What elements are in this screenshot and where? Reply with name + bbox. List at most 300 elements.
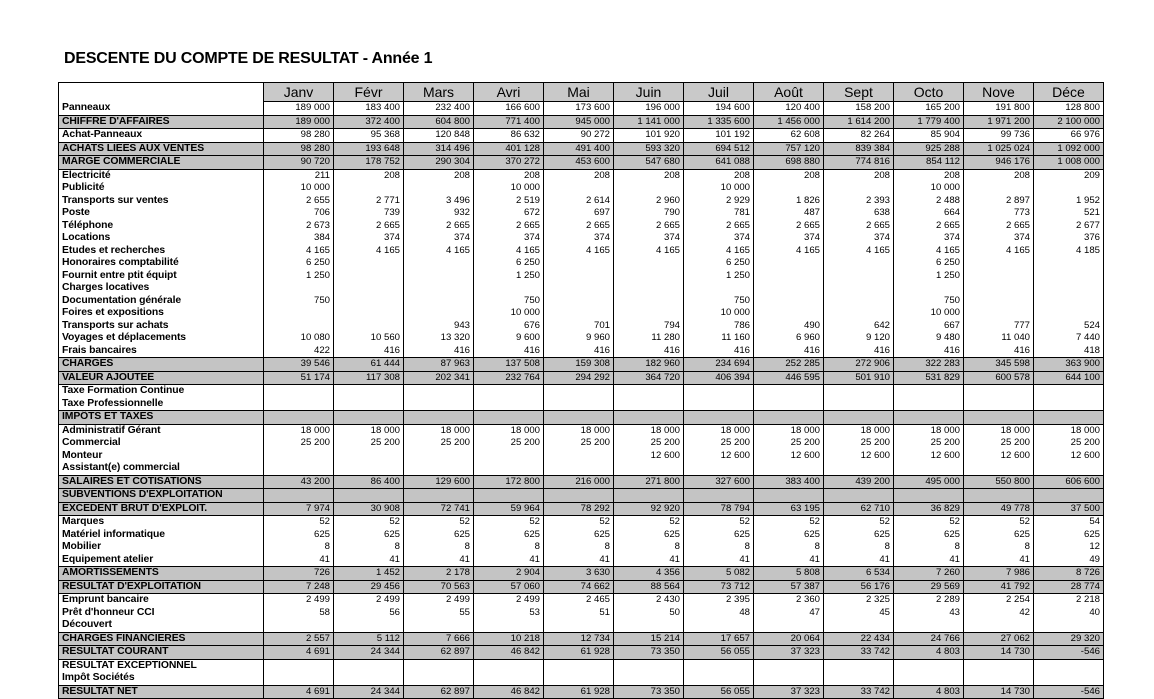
value-cell: 25 200 (404, 437, 474, 450)
value-cell: 10 000 (684, 182, 754, 195)
value-cell: 37 500 (1034, 502, 1104, 516)
value-cell: 487 (754, 207, 824, 220)
value-cell: 166 600 (474, 102, 544, 116)
table-row (59, 437, 1104, 450)
value-cell (824, 462, 894, 475)
value-cell: 773 (964, 207, 1034, 220)
value-cell (964, 489, 1034, 503)
value-cell (334, 270, 404, 283)
row-label: Documentation générale (59, 295, 264, 308)
value-cell: 12 (1034, 541, 1104, 554)
value-cell (894, 385, 964, 398)
value-cell: 1 250 (894, 270, 964, 283)
value-cell: 383 400 (754, 475, 824, 489)
value-cell: 58 (264, 607, 334, 620)
total-row (59, 371, 1104, 385)
value-cell: 62 608 (754, 129, 824, 143)
value-cell (684, 411, 754, 425)
value-cell (964, 295, 1034, 308)
value-cell: 208 (824, 169, 894, 182)
value-cell: 178 752 (334, 156, 404, 170)
value-cell: 416 (964, 345, 1034, 358)
value-cell (334, 619, 404, 632)
value-cell (1034, 398, 1104, 411)
value-cell: 2 499 (404, 594, 474, 607)
value-cell (754, 257, 824, 270)
value-cell (894, 489, 964, 503)
row-label: Commercial (59, 437, 264, 450)
value-cell (614, 270, 684, 283)
value-cell: 30 908 (334, 502, 404, 516)
value-cell: 29 569 (894, 580, 964, 594)
value-cell (1034, 307, 1104, 320)
value-cell: 29 456 (334, 580, 404, 594)
row-label: Assistant(e) commercial (59, 462, 264, 475)
row-label: Transports sur ventes (59, 195, 264, 208)
value-cell (614, 257, 684, 270)
value-cell (404, 307, 474, 320)
value-cell: 4 185 (1034, 245, 1104, 258)
value-cell: 625 (824, 529, 894, 542)
value-cell (404, 462, 474, 475)
value-cell: 750 (894, 295, 964, 308)
table-row (59, 270, 1104, 283)
value-cell (474, 282, 544, 295)
value-cell: 932 (404, 207, 474, 220)
value-cell: 17 657 (684, 632, 754, 646)
value-cell (894, 462, 964, 475)
value-cell: 5 082 (684, 567, 754, 581)
value-cell: 12 600 (1034, 450, 1104, 463)
row-label: Equipement atelier (59, 554, 264, 567)
table-row (59, 129, 1104, 143)
value-cell: 6 250 (474, 257, 544, 270)
value-cell: 416 (404, 345, 474, 358)
value-cell: 20 064 (754, 632, 824, 646)
value-cell: 208 (474, 169, 544, 182)
value-cell (474, 489, 544, 503)
value-cell (614, 398, 684, 411)
value-cell (614, 462, 684, 475)
value-cell: 159 308 (544, 358, 614, 372)
value-cell: 52 (544, 516, 614, 529)
value-cell: 625 (964, 529, 1034, 542)
table-row (59, 169, 1104, 182)
value-cell (614, 411, 684, 425)
income-statement-table (58, 82, 1104, 699)
value-cell: 52 (614, 516, 684, 529)
value-cell: 676 (474, 320, 544, 333)
table-row (59, 516, 1104, 529)
value-cell (754, 398, 824, 411)
value-cell: 41 (264, 554, 334, 567)
value-cell (544, 659, 614, 672)
value-cell: 72 741 (404, 502, 474, 516)
value-cell: 490 (754, 320, 824, 333)
value-cell (684, 462, 754, 475)
value-cell (894, 398, 964, 411)
value-cell: 74 662 (544, 580, 614, 594)
table-row (59, 182, 1104, 195)
value-cell: 625 (264, 529, 334, 542)
row-label: Achat-Panneaux (59, 129, 264, 143)
value-cell: 501 910 (824, 371, 894, 385)
value-cell: 547 680 (614, 156, 684, 170)
value-cell: 10 000 (264, 182, 334, 195)
value-cell (614, 282, 684, 295)
value-cell: 453 600 (544, 156, 614, 170)
table-row (59, 672, 1104, 685)
value-cell (404, 282, 474, 295)
month-header: Mai (544, 83, 614, 102)
value-cell: 2 665 (684, 220, 754, 233)
total-row (59, 489, 1104, 503)
value-cell: 401 128 (474, 142, 544, 156)
value-cell: 854 112 (894, 156, 964, 170)
value-cell (754, 295, 824, 308)
month-header: Mars (404, 83, 474, 102)
row-label: Publicité (59, 182, 264, 195)
value-cell: 189 000 (264, 102, 334, 116)
value-cell: 642 (824, 320, 894, 333)
value-cell (824, 282, 894, 295)
value-cell: 1 250 (684, 270, 754, 283)
value-cell: 345 598 (964, 358, 1034, 372)
value-cell (474, 385, 544, 398)
value-cell: 8 (894, 541, 964, 554)
value-cell: 12 600 (964, 450, 1034, 463)
value-cell: 2 395 (684, 594, 754, 607)
month-header: Juil (684, 83, 754, 102)
value-cell (964, 307, 1034, 320)
value-cell: 9 600 (474, 332, 544, 345)
value-cell (544, 411, 614, 425)
value-cell: 10 000 (474, 307, 544, 320)
value-cell: 86 400 (334, 475, 404, 489)
value-cell: 56 176 (824, 580, 894, 594)
value-cell: 73 350 (614, 646, 684, 660)
value-cell: 29 320 (1034, 632, 1104, 646)
value-cell (264, 489, 334, 503)
value-cell (544, 672, 614, 685)
table-row (59, 232, 1104, 245)
value-cell: 18 000 (264, 424, 334, 437)
value-cell: 327 600 (684, 475, 754, 489)
value-cell (1034, 257, 1104, 270)
value-cell: 2 289 (894, 594, 964, 607)
value-cell: 52 (404, 516, 474, 529)
value-cell: 2 655 (264, 195, 334, 208)
month-header: Sept (824, 83, 894, 102)
value-cell: 208 (684, 169, 754, 182)
value-cell: 290 304 (404, 156, 474, 170)
value-cell (544, 270, 614, 283)
value-cell (754, 489, 824, 503)
value-cell: 25 200 (264, 437, 334, 450)
value-cell: 129 600 (404, 475, 474, 489)
value-cell: 2 218 (1034, 594, 1104, 607)
value-cell: 271 800 (614, 475, 684, 489)
value-cell: 777 (964, 320, 1034, 333)
total-row (59, 646, 1104, 660)
total-row (59, 358, 1104, 372)
value-cell: 41 (684, 554, 754, 567)
month-header: Juin (614, 83, 684, 102)
value-cell: 2 360 (754, 594, 824, 607)
value-cell: 4 165 (684, 245, 754, 258)
value-cell: 416 (824, 345, 894, 358)
value-cell: 757 120 (754, 142, 824, 156)
value-cell: 2 665 (894, 220, 964, 233)
value-cell (964, 411, 1034, 425)
value-cell: 641 088 (684, 156, 754, 170)
value-cell (264, 672, 334, 685)
month-header: Août (754, 83, 824, 102)
value-cell (544, 462, 614, 475)
value-cell: 52 (754, 516, 824, 529)
value-cell: 202 341 (404, 371, 474, 385)
value-cell: 12 600 (824, 450, 894, 463)
value-cell (334, 257, 404, 270)
value-cell (544, 282, 614, 295)
value-cell (404, 270, 474, 283)
value-cell: 82 264 (824, 129, 894, 143)
value-cell: 95 368 (334, 129, 404, 143)
value-cell (264, 450, 334, 463)
value-cell: 2 904 (474, 567, 544, 581)
value-cell: 18 000 (334, 424, 404, 437)
value-cell: 25 200 (894, 437, 964, 450)
value-cell (404, 489, 474, 503)
value-cell (824, 295, 894, 308)
value-cell: 27 062 (964, 632, 1034, 646)
table-row (59, 594, 1104, 607)
row-label: Frais bancaires (59, 345, 264, 358)
value-cell: 946 176 (964, 156, 1034, 170)
value-cell: 750 (474, 295, 544, 308)
value-cell: 92 920 (614, 502, 684, 516)
month-header: Nove (964, 83, 1034, 102)
value-cell: 2 100 000 (1034, 115, 1104, 129)
value-cell (474, 462, 544, 475)
value-cell: 120 848 (404, 129, 474, 143)
value-cell: 2 499 (334, 594, 404, 607)
value-cell: 372 400 (334, 115, 404, 129)
row-label: Administratif Gérant (59, 424, 264, 437)
value-cell (334, 659, 404, 672)
value-cell: 52 (824, 516, 894, 529)
row-label: Locations (59, 232, 264, 245)
value-cell (824, 489, 894, 503)
value-cell: 376 (1034, 232, 1104, 245)
value-cell: 28 774 (1034, 580, 1104, 594)
total-row (59, 142, 1104, 156)
month-header: Octo (894, 83, 964, 102)
value-cell: 13 320 (404, 332, 474, 345)
value-cell: 374 (474, 232, 544, 245)
value-cell: 183 400 (334, 102, 404, 116)
value-cell: 3 496 (404, 195, 474, 208)
value-cell (264, 282, 334, 295)
value-cell: 781 (684, 207, 754, 220)
row-label: SALAIRES ET COTISATIONS (59, 475, 264, 489)
month-header: Janv (264, 83, 334, 102)
value-cell (824, 619, 894, 632)
value-cell: 625 (474, 529, 544, 542)
table-row (59, 102, 1104, 116)
value-cell: 706 (264, 207, 334, 220)
value-cell: 2 325 (824, 594, 894, 607)
value-cell (264, 619, 334, 632)
value-cell: 1 250 (474, 270, 544, 283)
value-cell: 4 165 (614, 245, 684, 258)
value-cell: 25 200 (964, 437, 1034, 450)
value-cell: 2 614 (544, 195, 614, 208)
table-row (59, 345, 1104, 358)
month-header: Févr (334, 83, 404, 102)
value-cell: 25 200 (614, 437, 684, 450)
value-cell: 750 (264, 295, 334, 308)
value-cell: 88 564 (614, 580, 684, 594)
value-cell: 37 323 (754, 685, 824, 699)
row-label: SUBVENTIONS D'EXPLOITATION (59, 489, 264, 503)
value-cell: 314 496 (404, 142, 474, 156)
value-cell: 41 (474, 554, 544, 567)
value-cell: 208 (894, 169, 964, 182)
table-row (59, 207, 1104, 220)
value-cell: 41 (404, 554, 474, 567)
value-cell (754, 385, 824, 398)
value-cell: 1 250 (264, 270, 334, 283)
value-cell (334, 489, 404, 503)
value-cell: 550 800 (964, 475, 1034, 489)
value-cell: 521 (1034, 207, 1104, 220)
row-label: RESULTAT COURANT (59, 646, 264, 660)
value-cell: 625 (404, 529, 474, 542)
value-cell: 416 (474, 345, 544, 358)
table-row (59, 424, 1104, 437)
value-cell: 41 (964, 554, 1034, 567)
value-cell (264, 385, 334, 398)
value-cell: 625 (1034, 529, 1104, 542)
total-row (59, 632, 1104, 646)
value-cell: 2 430 (614, 594, 684, 607)
value-cell: 491 400 (544, 142, 614, 156)
table-row (59, 529, 1104, 542)
value-cell (334, 462, 404, 475)
value-cell (754, 462, 824, 475)
value-cell: 7 666 (404, 632, 474, 646)
value-cell: 672 (474, 207, 544, 220)
value-cell: 61 444 (334, 358, 404, 372)
value-cell: 98 280 (264, 142, 334, 156)
row-label: ACHATS LIEES AUX VENTES (59, 142, 264, 156)
value-cell (964, 619, 1034, 632)
value-cell: 41 792 (964, 580, 1034, 594)
value-cell: 41 (544, 554, 614, 567)
value-cell: 189 000 (264, 115, 334, 129)
value-cell (824, 385, 894, 398)
value-cell: 374 (754, 232, 824, 245)
value-cell: 40 (1034, 607, 1104, 620)
value-cell (264, 307, 334, 320)
value-cell: 416 (334, 345, 404, 358)
value-cell: 774 816 (824, 156, 894, 170)
value-cell: 128 800 (1034, 102, 1104, 116)
value-cell: 55 (404, 607, 474, 620)
row-label: CHARGES (59, 358, 264, 372)
value-cell (754, 659, 824, 672)
value-cell: 54 (1034, 516, 1104, 529)
value-cell (964, 182, 1034, 195)
value-cell: 52 (894, 516, 964, 529)
value-cell (544, 450, 614, 463)
row-label: CHIFFRE D'AFFAIRES (59, 115, 264, 129)
row-label: Taxe Formation Continue (59, 385, 264, 398)
value-cell (684, 619, 754, 632)
total-row (59, 502, 1104, 516)
row-label: Charges locatives (59, 282, 264, 295)
value-cell: 1 008 000 (1034, 156, 1104, 170)
value-cell: 11 160 (684, 332, 754, 345)
value-cell (404, 295, 474, 308)
value-cell: 1 971 200 (964, 115, 1034, 129)
value-cell: 446 595 (754, 371, 824, 385)
value-cell (404, 619, 474, 632)
value-cell: 182 960 (614, 358, 684, 372)
table-row (59, 257, 1104, 270)
value-cell: 18 000 (614, 424, 684, 437)
value-cell (404, 450, 474, 463)
value-cell: 625 (684, 529, 754, 542)
value-cell: 18 000 (684, 424, 754, 437)
value-cell: 11 280 (614, 332, 684, 345)
value-cell: 56 055 (684, 685, 754, 699)
value-cell (544, 182, 614, 195)
value-cell: 18 000 (824, 424, 894, 437)
value-cell (684, 672, 754, 685)
value-cell: 25 200 (1034, 437, 1104, 450)
total-row (59, 475, 1104, 489)
value-cell: 2 771 (334, 195, 404, 208)
value-cell: 7 260 (894, 567, 964, 581)
value-cell: 771 400 (474, 115, 544, 129)
value-cell: 726 (264, 567, 334, 581)
value-cell: 52 (334, 516, 404, 529)
value-cell: 7 248 (264, 580, 334, 594)
row-label: RESULTAT NET (59, 685, 264, 699)
value-cell: 374 (894, 232, 964, 245)
value-cell: 41 (334, 554, 404, 567)
value-cell (264, 398, 334, 411)
value-cell: 2 665 (474, 220, 544, 233)
row-label: Téléphone (59, 220, 264, 233)
value-cell: 839 384 (824, 142, 894, 156)
value-cell: 694 512 (684, 142, 754, 156)
value-cell: 416 (894, 345, 964, 358)
value-cell: 15 214 (614, 632, 684, 646)
value-cell: 209 (1034, 169, 1104, 182)
value-cell: 43 (894, 607, 964, 620)
value-cell: 62 710 (824, 502, 894, 516)
value-cell (754, 182, 824, 195)
value-cell: 41 (614, 554, 684, 567)
value-cell: 374 (334, 232, 404, 245)
value-cell: 165 200 (894, 102, 964, 116)
value-cell: 73 712 (684, 580, 754, 594)
table-row (59, 462, 1104, 475)
value-cell: 49 (1034, 554, 1104, 567)
